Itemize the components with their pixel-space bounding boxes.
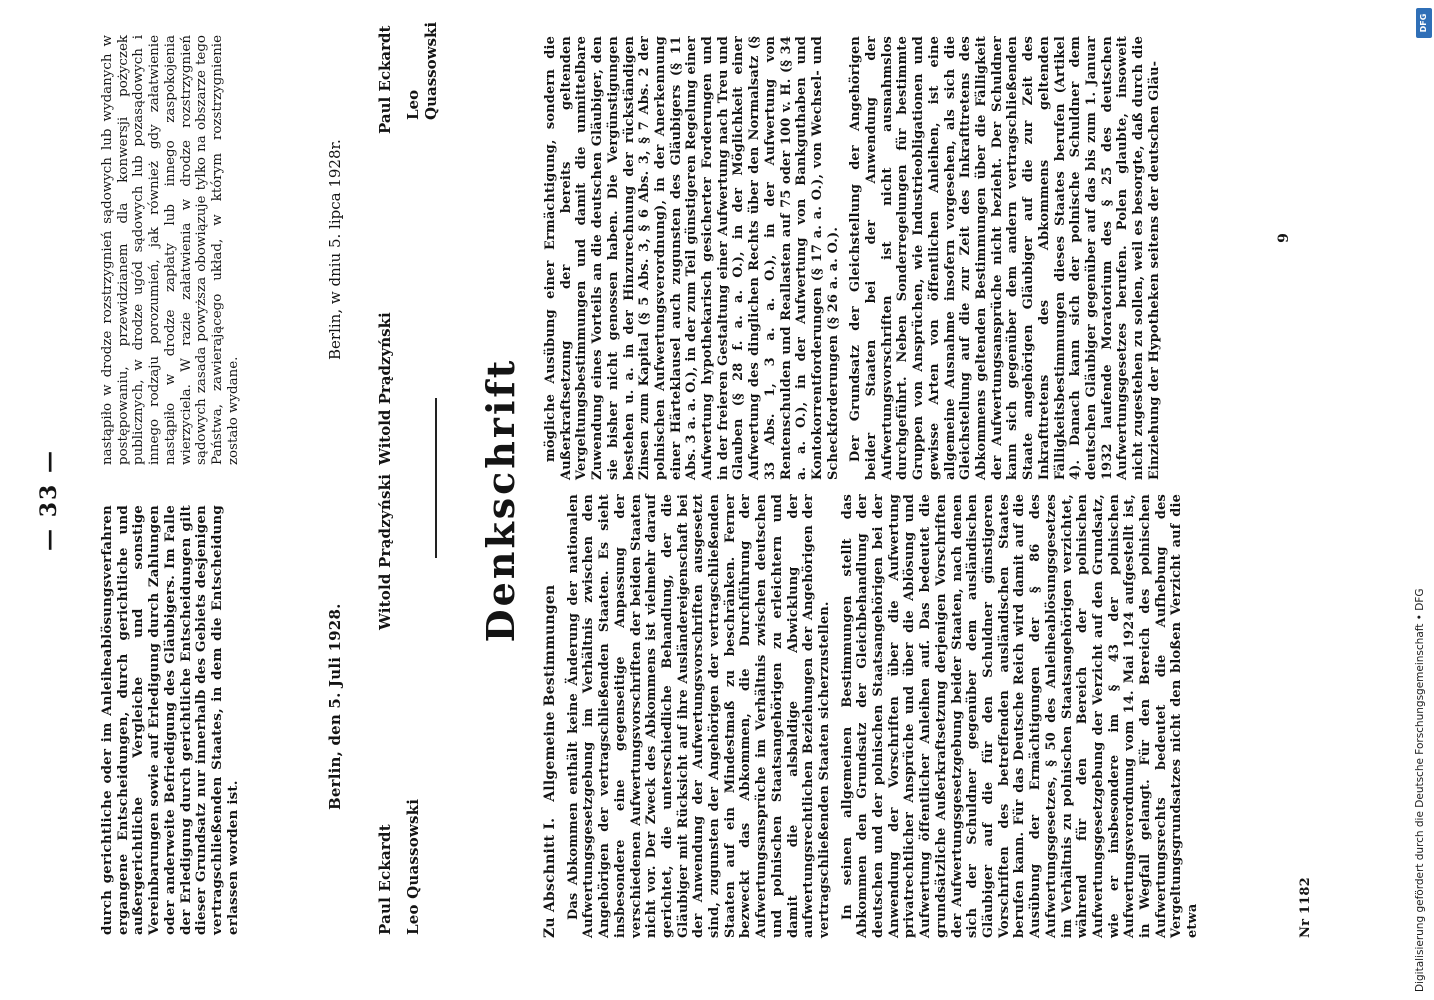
section-title: Allgemeine Bestimmungen	[542, 584, 558, 802]
german-paragraph: durch gerichtliche oder im Anleiheablösungsverfahren ergangene Entscheidungen, durch gerichtliche und außergerichtliche Vergleiche und sonstige Vereinbarungen sowie auf Erledigung durch Zahlungen oder anderweite Befriedigung des Gläubigers. Im Falle der Erledigung durch gerichtliche Entscheidungen gilt dieser Grundsatz nur innerhalb des Gebiets desjenigen vertragschließenden Staates, in dem die Entscheidung erlassen worden ist.	[99, 505, 241, 935]
german-signature-pradzynski: Witold Prądzyński	[376, 473, 394, 630]
memorandum-paragraph: Der Grundsatz der Gleichstellung der Angehörigen beider Staaten bei der Anwendung der Aufwertungsvorschriften ist nicht ausnahmslos durchgeführt. Neben Sonderregelungen für bestimmte Gruppen von Ansprüchen, wie Industrieobligationen und gewisse Arten von öffentlichen Anleihen, ist eine allgemeine Ausnahme insofern vorgesehen, als sich die Gleichstellung auf die zur Zeit des Inkrafttretens des Abkommens geltenden Bestimmungen über die Fälligkeit der Aufwertungsansprüche nicht bezieht. Der Schuldner kann sich gegenüber dem andern vertragschließenden Staate angehörigen Gläubiger auf die zur Zeit des Inkrafttretens des Abkommens geltenden Fälligkeitsbestimmungen dieses Staates berufen (Artikel 4). Danach kann sich der polnische Schuldner dem deutschen Gläubiger gegenüber auf das bis zum 1. Januar 1932 laufende Moratorium des § 25 des deutschen Aufwertungsgesetzes berufen. Polen glaubte, insoweit nicht zugestehen zu sollen, weil es besorgte, daß durch die Einziehung der Hypotheken seitens der deutschen Gläu-	[848, 36, 1162, 480]
polish-signature-pradzynski: Witold Prądzyński	[376, 312, 394, 465]
polish-text-column	[100, 35, 241, 465]
polish-place-date: Berlin, w dniu 5. lipca 1928r.	[326, 139, 344, 360]
memorandum-paragraph: In seinen allgemeinen Bestimmungen stellt das Abkommen den Grundsatz der Gleichbehandlung der deutschen und der polnischen Staatsangehörigen bei der Anwendung der Vorschriften über die Aufwertung privatrechtlicher Ansprüche und über die Ablösung und Aufwertung öffentlicher Anleihen auf. Das bedeutet die grundsätzliche Außerkraftsetzung derjenigen Vorschriften der Aufwertungsgesetzgebung beider Staaten, nach denen sich der Schuldner gegenüber dem ausländischen Gläubiger auf die für den Schuldner günstigeren Vorschriften des betreffenden ausländischen Staates berufen kann. Für das Deutsche Reich wird damit auf die Ausübung der Ermächtigungen der § 86 des Aufwertungsgesetzes, § 50 des Anleiheablösungsgesetzes im Verhältnis zu polnischen Staatsangehörigen verzichtet, während für den Bereich der polnischen Aufwertungsgesetzgebung der Verzicht auf den Grundsatz, wie er insbesondere im § 43 der polnischen Aufwertungsverordnung vom 14. Mai 1924 aufgestellt ist, in Wegfall gelangt. Für den Bereich des polnischen Aufwertungsrechts bedeutet die Aufhebung des Vergeltungsgrundsatzes nicht den bloßen Verzicht auf die etwa	[839, 494, 1201, 938]
polish-paragraph: nastąpiło w drodze rozstrzygnień sądowych lub wydanych w postępowaniu, przewidzianem dla konwersji pożyczek publicznych, w drodze ugód sądowych lub pozasądowych i innego rodzaju porozumień, jak również gdy załatwienie nastąpiło w drodze zapłaty lub innego zaspokojenia wierzyciela. W razie załatwienia w drodze rozstrzygnień sądowych zasada powyższa obowiązuje tylko na obszarze tego Państwa, zawierającego układ, w którym rozstrzygnienie zostało wydane.	[100, 35, 241, 465]
separator-rule	[435, 398, 437, 558]
page-number: — 33 —	[36, 449, 62, 551]
memorandum-paragraph: mögliche Ausübung einer Ermächtigung, sondern die Außerkraftsetzung der bereits geltenden Vergeltungsbestimmungen und damit die unmittelbare Zuwendung eines Vorteils an die deutschen Gläubiger, den sie bisher nicht genossen haben. Die Vergünstigungen bestehen u. a. in der Hinzurechnung der rückständigen Zinsen zum Kapital (§ 5 Abs. 3, § 6 Abs. 3, § 7 Abs. 2 der polnischen Aufwertungsverordnung), in der Anerkennung einer Härteklausel auch zugunsten des Gläubigers (§ 11 Abs. 3 a. a. O.), in der zum Teil günstigeren Regelung einer Aufwertung hypothekarisch gesicherter Forderungen und in der freieren Gestaltung einer Aufwertung nach Treu und Glauben (§ 28 f. a. a. O.), in der Möglichkeit einer Aufwertung des dinglichen Rechts über den Normalsatz (§ 33 Abs. 1, 3 a. a. O.), in der Aufwertung von Rentenschulden und Reallasten auf 75 oder 100 v. H. (§ 34 a. a. O.), in der Aufwertung von Bankguthaben und Kontokorrentforderungen (§ 17 a. a. O.), von Wechsel- und Scheckforderungen (§ 26 a. a. O.).	[543, 36, 841, 480]
german-signature-eckardt: Paul Eckardt	[376, 824, 394, 935]
section-number: Zu Abschnitt I.	[542, 817, 558, 938]
memorandum-paragraph: Das Abkommen enthält keine Änderung der nationalen Aufwertungsgesetzgebung im Verhältnis zwischen den Angehörigen der vertragschließenden Staaten. Es sieht insbesondere eine gegenseitige Anpassung der verschiedenen Aufwertungsvorschriften der beiden Staaten nicht vor. Der Zweck des Abkommens ist vielmehr darauf gerichtet, die unterschiedliche Behandlung, der die Gläubiger mit Rücksicht auf ihre Ausländereigenschaft bei der Anwendung der Aufwertungsvorschriften ausgesetzt sind, zugunsten der Angehörigen der vertragschließenden Staaten auf ein Mindestmaß zu beschränken. Ferner bezweckt das Abkommen, die Durchführung der Aufwertungsansprüche im Verhältnis zwischen deutschen und polnischen Staatsangehörigen zu erleichtern und damit die alsbaldige Abwicklung der aufwertungsrechtlichen Beziehungen der Angehörigen der vertragschließenden Staaten sicherzustellen.	[565, 494, 832, 938]
german-text-column	[100, 505, 241, 935]
german-signature-quassowski: Leo Quassowski	[404, 798, 422, 935]
memorandum-heading: Denkschrift	[478, 357, 523, 643]
signature-mark: 9	[1276, 233, 1292, 243]
german-place-date: Berlin, den 5. Juli 1928.	[326, 603, 344, 810]
funding-note: Digitalisierung gefördert durch die Deutsche Forschungsgemeinschaft • DFG	[1414, 588, 1426, 992]
polish-signature-eckardt: Paul Eckardt	[376, 25, 394, 134]
dfg-logo: DFG	[1416, 8, 1432, 38]
print-number: Nr 1182	[1298, 877, 1313, 938]
memorandum-left-column	[543, 494, 1201, 938]
polish-signature-quassowski: Leo Quassowski	[404, 21, 440, 120]
memorandum-right-column	[543, 36, 1162, 480]
section-heading	[543, 494, 559, 938]
